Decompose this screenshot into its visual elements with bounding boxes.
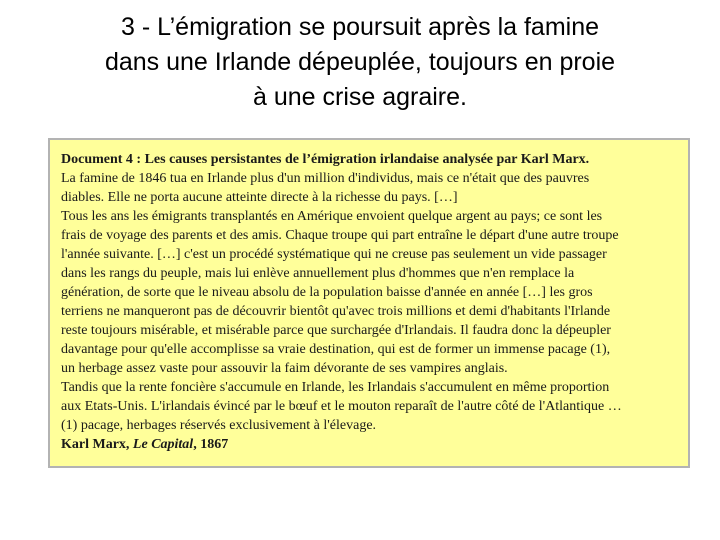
document-text-line: Tandis que la rente foncière s'accumule en Irlande, les Irlandais s'accumulent en même proportion: [61, 380, 610, 395]
document-text-line: La famine de 1846 tua en Irlande plus d'un million d'individus, mais ce n'était que des pauvres: [61, 171, 590, 186]
document-text-line: un herbage assez vaste pour assouvir la faim dévorante de ses vampires anglais.: [61, 361, 508, 376]
document-text-line: l'année suivante. […] c'est un procédé systématique qui ne creuse pas seulement un vide passager: [61, 247, 607, 262]
document-text-line: dans les rangs du peuple, mais lui enlève annuellement plus d'hommes que n'en remplace la: [61, 266, 575, 281]
source-author: Karl Marx,: [61, 437, 133, 452]
document-text-line: aux Etats-Unis. L'irlandais évincé par le bœuf et le mouton reparaît de l'autre côté de l'Atlantique …: [61, 399, 622, 414]
slide-title-line-3: à une crise agraire.: [252, 83, 467, 111]
document-text-line: reste toujours misérable, et misérable parce que surchargée d'Irlandais. Il faudra donc la dépeupler: [61, 323, 611, 338]
document-excerpt-box: [48, 138, 690, 468]
document-text-line: frais de voyage des parents et des amis. Chaque troupe qui part entraîne le départ d'une autre troupe: [61, 228, 619, 243]
document-heading: Document 4 : Les causes persistantes de l’émigration irlandaise analysée par Karl Marx.: [61, 152, 590, 167]
slide-title: [20, 10, 700, 115]
source-work-title: Le Capital: [132, 437, 194, 452]
document-text-line: génération, de sorte que le niveau absolu de la population baisse d'année en année […] les gros: [61, 285, 593, 300]
document-text-line: davantage pour qu'elle accomplisse sa vraie destination, qui est de former un immense pacage (1),: [61, 342, 611, 357]
document-source: [61, 435, 682, 454]
slide-title-line-2: dans une Irlande dépeuplée, toujours en proie: [104, 48, 616, 76]
document-footnote: (1) pacage, herbages réservés exclusivement à l'élevage.: [61, 418, 377, 433]
slide-title-line-1: 3 - L’émigration se poursuit après la famine: [120, 13, 600, 41]
document-text-line: Tous les ans les émigrants transplantés en Amérique envoient quelque argent au pays; ce sont les: [61, 209, 603, 224]
document-text-line: terriens ne manqueront pas de découvrir bientôt qu'avec trois millions et demi d'habitants l'Irlande: [61, 304, 611, 319]
source-year: , 1867: [193, 437, 229, 452]
document-text-line: diables. Elle ne porta aucune atteinte directe à la richesse du pays. […]: [61, 190, 458, 205]
